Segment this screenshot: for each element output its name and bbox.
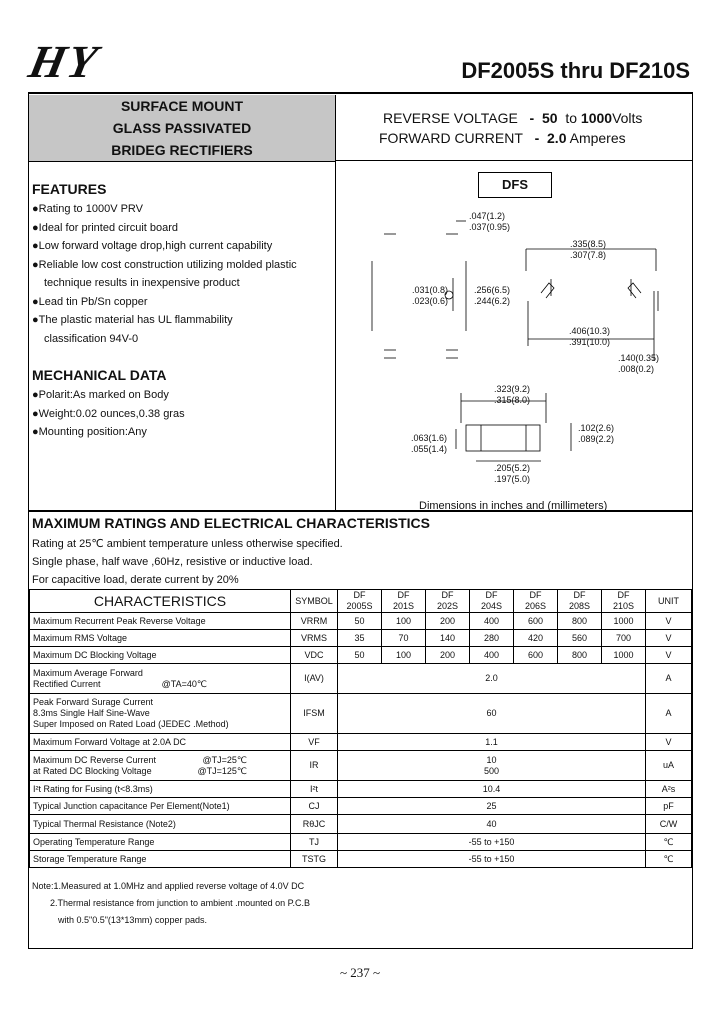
dim-label: .047(1.2) .037(0.95) — [469, 211, 511, 232]
dim-label: .256(6.5) .244(6.2) — [474, 285, 511, 306]
header-model: DF 204S — [470, 590, 514, 613]
dim-label: .031(0.8) .023(0.6) — [412, 285, 449, 306]
rating-note: For capacitive load, derate current by 20% — [32, 574, 239, 586]
reverse-voltage-spec: REVERSE VOLTAGE - 50 to 1000Volts — [383, 110, 643, 126]
table-row: Typical Thermal Resistance (Note2) RθJC 40 C/W — [30, 815, 692, 834]
feature-item: ●Rating to 1000V PRV — [32, 203, 144, 215]
dim-label: .102(2.6) .089(2.2) — [578, 423, 615, 444]
package-drawing — [336, 161, 692, 510]
ratings-notes — [32, 535, 343, 589]
feature-item: ●Reliable low cost construction utilizing molded plastic — [32, 258, 297, 271]
footnote-1: Note:1.Measured at 1.0MHz and applied reverse voltage of 4.0V DC — [32, 881, 305, 891]
right-lead — [628, 283, 641, 298]
product-type-line3: BRIDEG RECTIFIERS — [111, 142, 253, 158]
feature-item: technique results in inexpensive product — [44, 277, 240, 289]
product-type-line1: SURFACE MOUNT — [120, 98, 244, 114]
mechanical-title: MECHANICAL DATA — [32, 367, 167, 383]
header-model: DF 2005S — [338, 590, 382, 613]
left-lead — [541, 283, 554, 298]
table-row: I²t Rating for Fusing (t<8.3ms) I²t 10.4 A²s — [30, 781, 692, 798]
characteristics-table — [29, 589, 692, 868]
table-row: Storage Temperature Range TSTG -55 to +150 ℃ — [30, 851, 692, 868]
forward-current-spec: FORWARD CURRENT - 2.0 Amperes — [379, 130, 626, 146]
ratings-title: MAXIMUM RATINGS AND ELECTRICAL CHARACTERISTICS — [32, 515, 430, 531]
table-row: Typical Junction capacitance Per Element(Note1) CJ 25 pF — [30, 798, 692, 815]
header-characteristics: CHARACTERISTICS — [30, 590, 291, 613]
package-name: DFS — [478, 172, 552, 198]
footnote-3: with 0.5"0.5"(13*13mm) copper pads. — [58, 915, 207, 925]
page-number: ~ 237 ~ — [339, 965, 381, 980]
header-unit: UNIT — [646, 590, 692, 613]
features-list — [32, 200, 297, 348]
rating-note: Rating at 25℃ ambient temperature unless otherwise specified. — [32, 538, 343, 550]
table-row: Operating Temperature Range TJ -55 to +150 ℃ — [30, 834, 692, 851]
feature-item: ●The plastic material has UL flammability — [32, 314, 233, 326]
header-model: DF 201S — [382, 590, 426, 613]
dim-label: .205(5.2) .197(5.0) — [494, 463, 531, 484]
table-header-row — [30, 590, 692, 613]
feature-item: classification 94V-0 — [44, 332, 139, 345]
table-row: Maximum DC Blocking Voltage VDC 50 100 200 400 600 800 1000 V — [30, 647, 692, 664]
dim-label: .323(9.2) .315(8.0) — [494, 384, 531, 405]
feature-item: ●Lead tin Pb/Sn copper — [32, 295, 148, 308]
features-title: FEATURES — [32, 181, 107, 197]
company-logo: HY — [24, 36, 104, 87]
footnote-2: 2.Thermal resistance from junction to ambient .mounted on P.C.B — [50, 898, 310, 908]
rating-note: Single phase, half wave ,60Hz, resistive or inductive load. — [32, 556, 313, 568]
footnotes — [32, 878, 310, 929]
header-symbol: SYMBOL — [291, 590, 338, 613]
table-row: Maximum Average Forward Rectified Current @TA=40℃ I(AV) 2.0 A — [30, 664, 692, 694]
feature-item: ●Low forward voltage drop,high current capability — [32, 240, 273, 252]
dim-label: .335(8.5) .307(7.8) — [570, 239, 607, 260]
mechanical-list — [32, 386, 185, 442]
mechanical-item: ●Weight:0.02 ounces,0.38 gras — [32, 407, 185, 420]
mechanical-item: ●Mounting position:Any — [32, 426, 147, 438]
header-model: DF 210S — [602, 590, 646, 613]
product-type-line2: GLASS PASSIVATED — [112, 120, 252, 136]
header-model: DF 208S — [558, 590, 602, 613]
table-row: Maximum Recurrent Peak Reverse Voltage VRRM 50 100 200 400 600 800 1000 V — [30, 613, 692, 630]
table-row: Maximum RMS Voltage VRMS 35 70 140 280 420 560 700 V — [30, 630, 692, 647]
dim-label: .063(1.6) .055(1.4) — [411, 433, 448, 454]
product-type-box — [29, 95, 336, 162]
dim-label: .406(10.3) .391(10.0) — [569, 326, 611, 347]
part-range-title: DF2005S thru DF210S — [461, 58, 690, 83]
feature-item: ●Ideal for printed circuit board — [32, 221, 179, 234]
mechanical-item: ●Polarit:As marked on Body — [32, 389, 169, 401]
header-model: DF 206S — [514, 590, 558, 613]
dim-label: .140(0.35) .008(0.2) — [618, 353, 660, 374]
table-row: Maximum DC Reverse Current @TJ=25℃ at Rated DC Blocking Voltage @TJ=125℃ IR 10 500 uA — [30, 751, 692, 781]
table-row: Maximum Forward Voltage at 2.0A DC VF 1.1 V — [30, 734, 692, 751]
dimensions-caption: Dimensions in inches and (millimeters) — [419, 500, 608, 512]
table-row: Peak Forward Surage Current 8.3ms Single Half Sine-Wave Super Imposed on Rated Load (JEDEC .Method) IFSM 60 A — [30, 694, 692, 734]
bottom-body — [466, 425, 540, 451]
header-model: DF 202S — [426, 590, 470, 613]
